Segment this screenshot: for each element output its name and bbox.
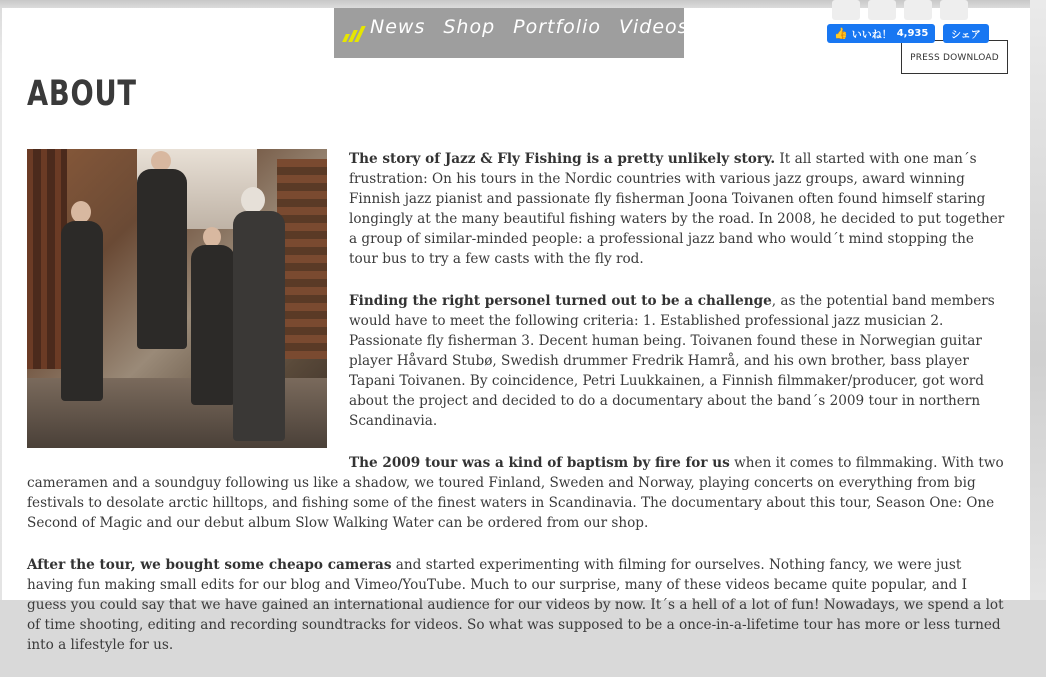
facebook-like-label: いいね！ <box>851 30 892 41</box>
page-title: ABOUT <box>27 74 137 114</box>
paragraph-4-lead: After the tour, we bought some cheapo cameras <box>27 557 392 573</box>
nav-videos[interactable]: Videos <box>618 16 689 38</box>
instagram-icon[interactable] <box>940 0 968 20</box>
facebook-like-button[interactable] <box>827 24 935 43</box>
facebook-like-count: 4,935 <box>896 28 929 39</box>
thumbs-up-icon: 👍 <box>834 27 848 40</box>
paragraph-2-body: , as the potential band members would have to meet the following criteria: 1. Established professional jazz musician 2. Passionate fly fisherman 3. Decent human being. Toivanen found these in Norwegian guitar player Håvard Stubø, Swedish drummer Fredrik Hamrå, and his own brother, bass player Tapani Toivanen. By coincidence, Petri Luukkainen, a Finnish filmmaker/producer, got word about the project and decided to do a documentary about the band´s 2009 tour in northern Scandinavia. <box>349 293 995 429</box>
band-photo <box>27 149 327 448</box>
paragraph-3 <box>27 453 1007 533</box>
facebook-share-button[interactable]: シェア <box>943 24 989 43</box>
nav-news[interactable]: News <box>370 16 426 38</box>
youtube-icon[interactable] <box>868 0 896 20</box>
main-page <box>2 8 1030 653</box>
about-content <box>27 149 1007 677</box>
backdrop-edge <box>1030 0 1046 600</box>
vimeo-icon[interactable] <box>904 0 932 20</box>
nav-portfolio[interactable]: Portfolio <box>513 16 601 38</box>
paragraph-3-lead: The 2009 tour was a kind of baptism by fire for us <box>349 455 730 471</box>
top-navigation <box>334 8 689 58</box>
paragraph-4-body: and started experimenting with filming for ourselves. Nothing fancy, we were just having fun making small edits for our blog and Vimeo/YouTube. Much to our surprise, many of these videos became quite popular, and I guess you could say that we have gained an international audience for our videos by now. It´s a hell of a lot of fun! Nowadays, we spend a lot of time shooting, editing and recording soundtracks for videos. So what was supposed to be a once-in-a-lifetime tour has more or less turned into a lifestyle for us. <box>27 557 1004 653</box>
paragraph-1-body: It all started with one man´s frustration: On his tours in the Nordic countries with various jazz groups, award winning Finnish jazz pianist and passionate fly fisherman Joona Toivanen often found himself staring longingly at the many beautiful fishing waters by the road. In 2008, he decided to put together a group of similar-minded people: a professional jazz band who would´t mind stopping the tour bus to try a few casts with the fly rod. <box>349 151 1005 267</box>
nav-shop[interactable]: Shop <box>443 16 496 38</box>
paragraph-2-lead: Finding the right personel turned out to be a challenge <box>349 293 772 309</box>
logo-icon[interactable] <box>344 12 362 42</box>
press-download-button[interactable]: PRESS DOWNLOAD <box>901 40 1008 74</box>
paragraph-3-body: when it comes to filmmaking. With two cameramen and a soundguy following us like a shadow, we toured Finland, Sweden and Norway, playing concerts on everything from big festivals to desolate arctic hilltops, and fishing some of the finest waters in Scandinavia. The documentary about this tour, Season One: One Second of Magic and our debut album Slow Walking Water can be ordered from our shop. <box>27 455 1004 531</box>
paragraph-4 <box>27 555 1007 655</box>
facebook-icon[interactable] <box>832 0 860 20</box>
paragraph-1-lead: The story of Jazz & Fly Fishing is a pretty unlikely story. <box>349 151 776 167</box>
